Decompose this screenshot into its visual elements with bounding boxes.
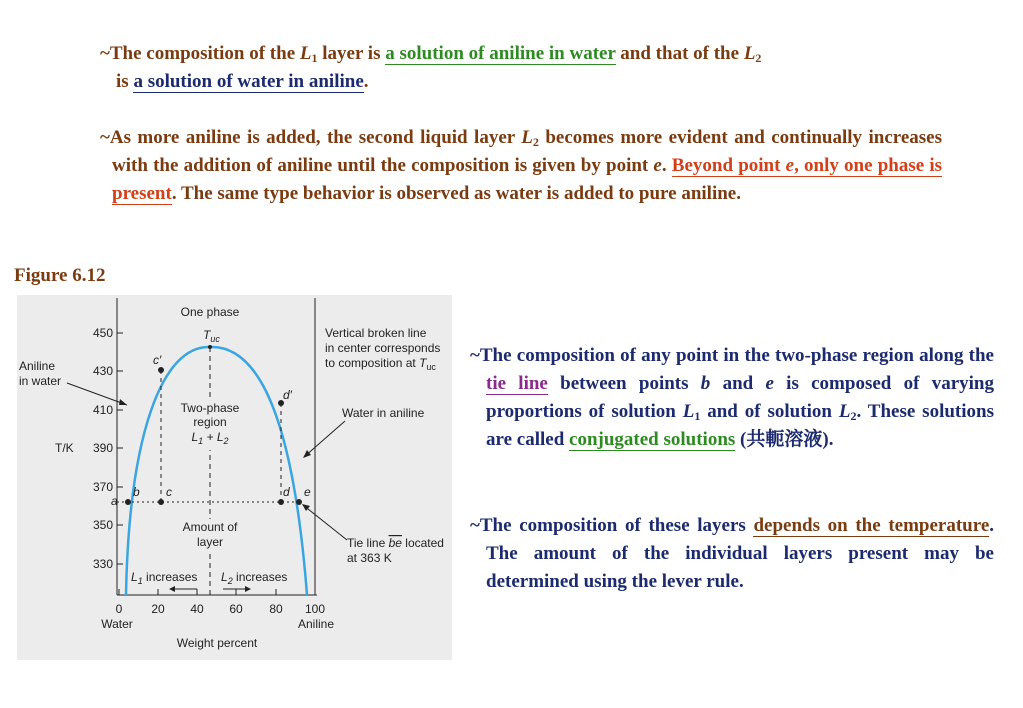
paragraph-layer-composition: ~The composition of the $L_1$ layer is a solution of aniline in water and that of the $L_2$ is a solution of water in aniline. [100,43,762,92]
y-ticks [117,333,123,564]
y-tick-390: 390 [92,441,113,455]
paragraph-aniline-added: ~As more aniline is added, the second liquid layer $L_2$ becomes more evident and continually increases with the addition of aniline until the composition is given by point e. Beyond point e, only one phase is present. The same type behavior is observed as water is added to pure aniline. [100,127,943,204]
label-vbl-3: to composition at $T_{uc}$ [325,356,436,372]
point-d [278,499,284,505]
x-tick-0: 0 [115,602,123,616]
label-two-phase-2: region [193,415,227,429]
label-vbl-2: in center corresponds [325,341,441,355]
x-tick-80: 80 [269,602,283,616]
x-ticks [119,589,315,595]
x-label-water: Water [101,617,133,631]
y-tick-450: 450 [92,326,113,340]
label-one-phase: One phase [180,305,240,319]
label-two-phase-3: $L_1 + L_2$ [191,430,229,446]
label-d: d [283,485,290,499]
arrow-water-in-aniline [304,421,345,457]
arrowhead-l2 [245,586,251,592]
x-tick-40: 40 [190,602,204,616]
link-conjugated-solutions[interactable]: conjugated solutions [569,429,736,450]
label-water-in-aniline: Water in aniline [342,406,425,420]
label-vbl-1: Vertical broken line [325,326,427,340]
label-aniline-in-water-1: Aniline [19,359,56,373]
y-tick-410: 410 [92,403,113,417]
paragraph-lever-rule: ~The composition of these layers depends on the temperature. The amount of the individual layers present may be determined using the lever rule. [470,515,995,592]
y-tick-350: 350 [92,518,113,532]
x-tick-labels [116,602,326,616]
x-tick-100: 100 [304,602,326,616]
y-tick-labels [93,326,113,571]
figure-caption: Figure 6.12 [14,265,106,286]
x-label-aniline: Aniline [297,617,335,631]
link-water-in-aniline[interactable]: a solution of water in aniline [133,71,364,92]
label-l2-increases: $L_2$ increases [221,570,288,586]
x-tick-60: 60 [229,602,243,616]
label-a: a [111,494,118,508]
point-b [125,499,131,505]
link-aniline-in-water[interactable]: a solution of aniline in water [385,43,616,64]
paragraph-tie-line: ~The composition of any point in the two-phase region along the tie line between points b and e is composed of varying proportions of solution $L_1$ and of solution $L_2$. These solutions are called conjugated solutions (共軛溶液). [470,345,994,450]
link-one-phase-present[interactable]: Beyond point e, only one phase is present [112,155,943,204]
y-axis-label: T/K [55,441,74,455]
label-b: b [133,485,140,499]
phase-diagram-figure [17,295,452,660]
arrow-tie-line [303,505,347,540]
point-e [296,499,302,505]
label-e: e [304,485,311,499]
label-l1-increases: $L_1$ increases [131,570,198,586]
x-tick-20: 20 [151,602,165,616]
label-c-prime: c′ [153,353,162,367]
arrow-aniline-in-water [67,383,127,405]
label-d-prime: d′ [283,388,292,402]
label-amount-2: layer [196,535,224,549]
arrowhead-aniline-in-water [119,399,127,405]
label-c: c [166,485,172,499]
solubility-curve [126,347,307,595]
arrowhead-l1 [169,586,175,592]
point-tuc [208,345,212,349]
label-amount-1: Amount of [182,520,238,534]
arrowhead-water-in-aniline [303,450,311,458]
y-tick-370: 370 [92,480,113,494]
label-tie-1: Tie line be located [347,536,444,550]
y-tick-330: 330 [92,557,113,571]
y-tick-430: 430 [92,364,113,378]
label-aniline-in-water-2: in water [19,374,62,388]
link-depends-on-temperature[interactable]: depends on the temperature [753,515,990,536]
point-c-prime [158,367,164,373]
phase-diagram [17,295,452,660]
link-tie-line[interactable]: tie line [486,373,548,394]
x-axis-label: Weight percent [176,636,258,650]
label-tuc: $T_{uc}$ [203,328,220,344]
point-c [158,499,164,505]
label-tie-2: at 363 K [347,551,392,565]
label-two-phase-1: Two-phase [180,401,240,415]
